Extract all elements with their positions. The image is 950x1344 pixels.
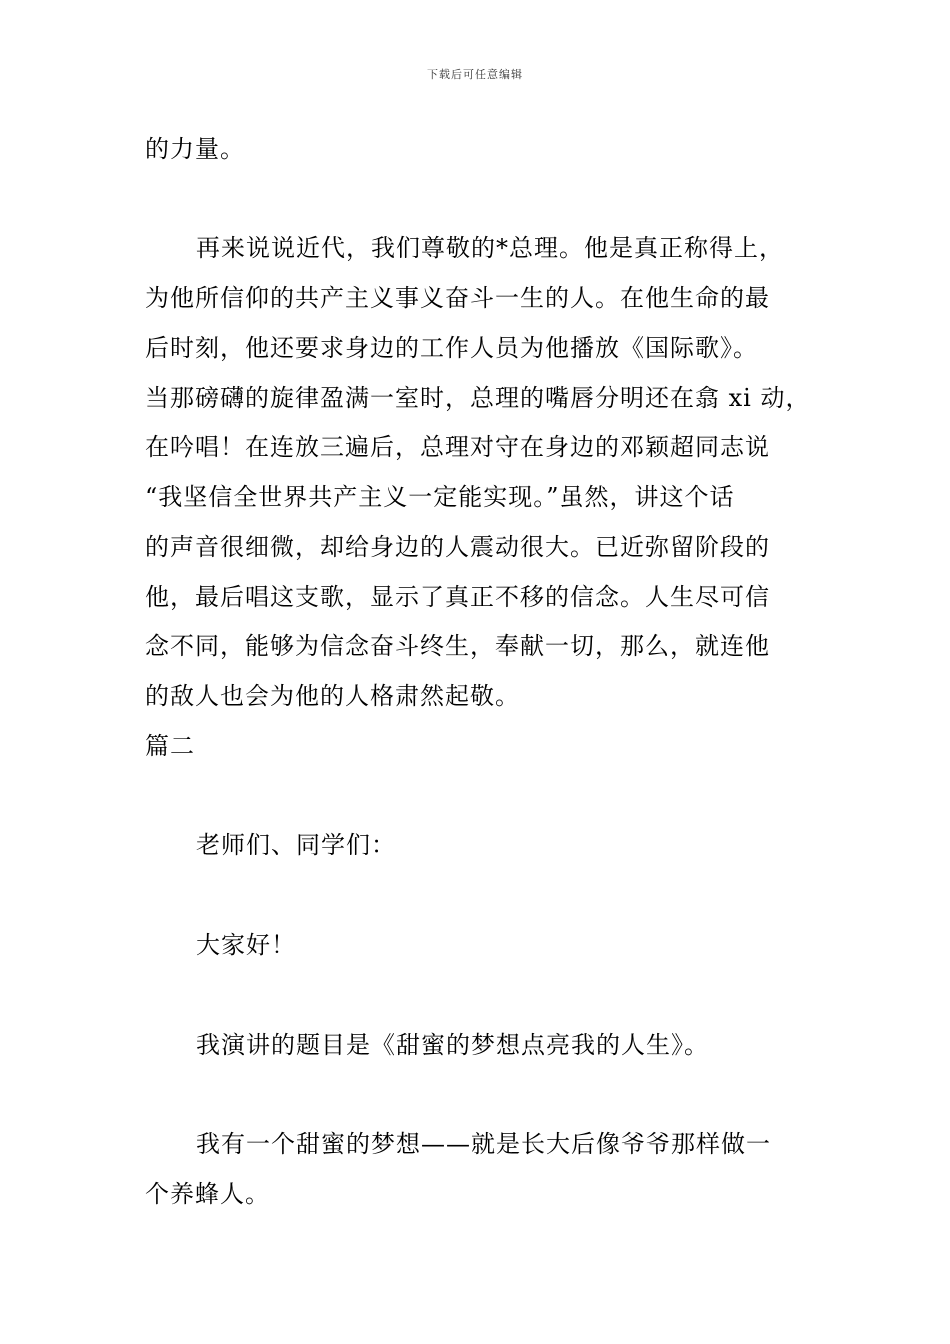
paragraph-line: 的力量。 (145, 135, 245, 163)
paragraph-line: 当那磅礴的旋律盈满一室时，总理的嘴唇分明还在翕 xi 动， (145, 384, 811, 412)
section-title: 篇二 (145, 732, 195, 760)
paragraph-line: 我有一个甜蜜的梦想——就是长大后像爷爷那样做一 (196, 1130, 771, 1158)
paragraph-line: “我坚信全世界共产主义一定能实现。”虽然，讲这个话 (145, 483, 735, 511)
speech-topic: 我演讲的题目是《甜蜜的梦想点亮我的人生》。 (196, 1031, 709, 1059)
paragraph-line: 他，最后唱这支歌，显示了真正不移的信念。人生尽可信 (145, 583, 770, 611)
paragraph-line: 的声音很细微，却给身边的人震动很大。已近弥留阶段的 (145, 533, 770, 561)
paragraph-line: 后时刻，他还要求身边的工作人员为他播放《国际歌》。 (145, 334, 758, 362)
paragraph-line: 再来说说近代，我们尊敬的*总理。他是真正称得上， (196, 234, 784, 262)
paragraph-line: 在吟唱！在连放三遍后，总理对守在身边的邓颖超同志说 (145, 433, 770, 461)
speech-greeting: 老师们、同学们： (196, 831, 396, 859)
paragraph-line: 念不同，能够为信念奋斗终生，奉献一切，那么，就连他 (145, 632, 770, 660)
paragraph-line: 为他所信仰的共产主义事义奋斗一生的人。在他生命的最 (145, 284, 770, 312)
paragraph-line: 的敌人也会为他的人格肃然起敬。 (145, 682, 520, 710)
speech-hello: 大家好！ (196, 931, 296, 959)
page-header: 下载后可任意编辑 (427, 68, 523, 81)
paragraph-line: 个养蜂人。 (145, 1180, 270, 1208)
